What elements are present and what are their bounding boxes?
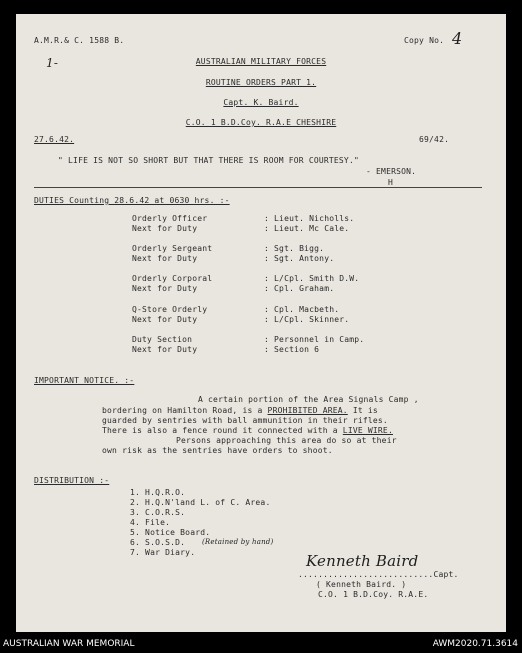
notice-line: guarded by sentries with ball ammunition in their rifles. (102, 416, 388, 425)
distribution-heading: DISTRIBUTION :- (34, 476, 110, 485)
duty-name: : L/Cpl. Skinner. (264, 315, 350, 324)
duty-role: Q-Store Orderly (132, 305, 208, 314)
footer-accession-number: AWM2020.71.3614 (432, 639, 518, 649)
duty-role: Orderly Officer (132, 214, 208, 223)
duty-role: Next for Duty (132, 345, 198, 354)
notice-line: Persons approaching this area do so at their (176, 436, 397, 445)
notice-text: It is (347, 406, 378, 415)
notice-text: There is also a fence round it connected with a (102, 426, 343, 435)
heading-commanding-officer: C.O. 1 B.D.Coy. R.A.E CHESHIRE (185, 118, 337, 127)
handwritten-mark: 1- (46, 56, 59, 70)
handwritten-note: (Retained by hand) (202, 538, 274, 546)
duty-name: : L/Cpl. Smith D.W. (264, 274, 360, 283)
divider-line (34, 187, 482, 188)
duty-name: : Section 6 (264, 345, 320, 354)
duty-role: Next for Duty (132, 224, 198, 233)
quote-text: " LIFE IS NOT SO SHORT BUT THAT THERE IS ROOM FOR COURTESY." (58, 156, 359, 165)
notice-heading: IMPORTANT NOTICE. :- (34, 376, 135, 385)
document-reference: A.M.R.& C. 1588 B. (34, 36, 125, 45)
notice-line: A certain portion of the Area Signals Camp , (198, 395, 419, 404)
signature-line: ...........................Capt. (298, 570, 459, 579)
duty-role: Orderly Sergeant (132, 244, 213, 253)
quote-author: - EMERSON. (366, 167, 417, 176)
distribution-item: 1. H.Q.R.O. (130, 488, 186, 497)
signature: Kenneth Baird (306, 552, 419, 570)
duty-name: : Cpl. Macbeth. (264, 305, 340, 314)
signatory-name: ( Kenneth Baird. ) (316, 580, 407, 589)
duty-role: Next for Duty (132, 315, 198, 324)
heading-captain: Capt. K. Baird. (223, 98, 299, 107)
duty-name: : Sgt. Bigg. (264, 244, 325, 253)
heading-forces: AUSTRALIAN MILITARY FORCES (195, 57, 327, 66)
duty-name: : Cpl. Graham. (264, 284, 335, 293)
duty-role: Duty Section (132, 335, 193, 344)
signatory-title: C.O. 1 B.D.Coy. R.A.E. (318, 590, 429, 599)
duties-heading: DUTIES Counting 28.6.42 at 0630 hrs. :- (34, 196, 230, 205)
distribution-item: 3. C.O.R.S. (130, 508, 186, 517)
quote-mark: H (388, 178, 394, 187)
duty-name: : Lieut. Mc Cale. (264, 224, 350, 233)
document-page (16, 14, 506, 632)
live-wire-text: LIVE WIRE. (342, 426, 393, 435)
duty-role: Orderly Corporal (132, 274, 213, 283)
order-number: 69/42. (419, 135, 450, 144)
notice-text: bordering on Hamilton Road, is a (102, 406, 268, 415)
copy-label: Copy No. (404, 36, 445, 45)
prohibited-area-text: PROHIBITED AREA. (267, 406, 348, 415)
notice-line: own risk as the sentries have orders to shoot. (102, 446, 333, 455)
order-date: 27.6.42. (34, 135, 75, 144)
footer-institution: AUSTRALIAN WAR MEMORIAL (3, 639, 135, 649)
distribution-item: 5. Notice Board. (130, 528, 211, 537)
distribution-item: 4. File. (130, 518, 171, 527)
duty-name: : Personnel in Camp. (264, 335, 365, 344)
notice-line (102, 426, 393, 436)
copy-number: 4 (452, 29, 463, 48)
distribution-item: 6. S.O.S.D. (130, 538, 186, 547)
duty-name: : Lieut. Nicholls. (264, 214, 355, 223)
distribution-item: 2. H.Q.N'land L. of C. Area. (130, 498, 271, 507)
duty-role: Next for Duty (132, 254, 198, 263)
duty-role: Next for Duty (132, 284, 198, 293)
distribution-item: 7. War Diary. (130, 548, 196, 557)
notice-line (102, 406, 378, 416)
heading-routine-orders: ROUTINE ORDERS PART 1. (205, 78, 317, 87)
duty-name: : Sgt. Antony. (264, 254, 335, 263)
